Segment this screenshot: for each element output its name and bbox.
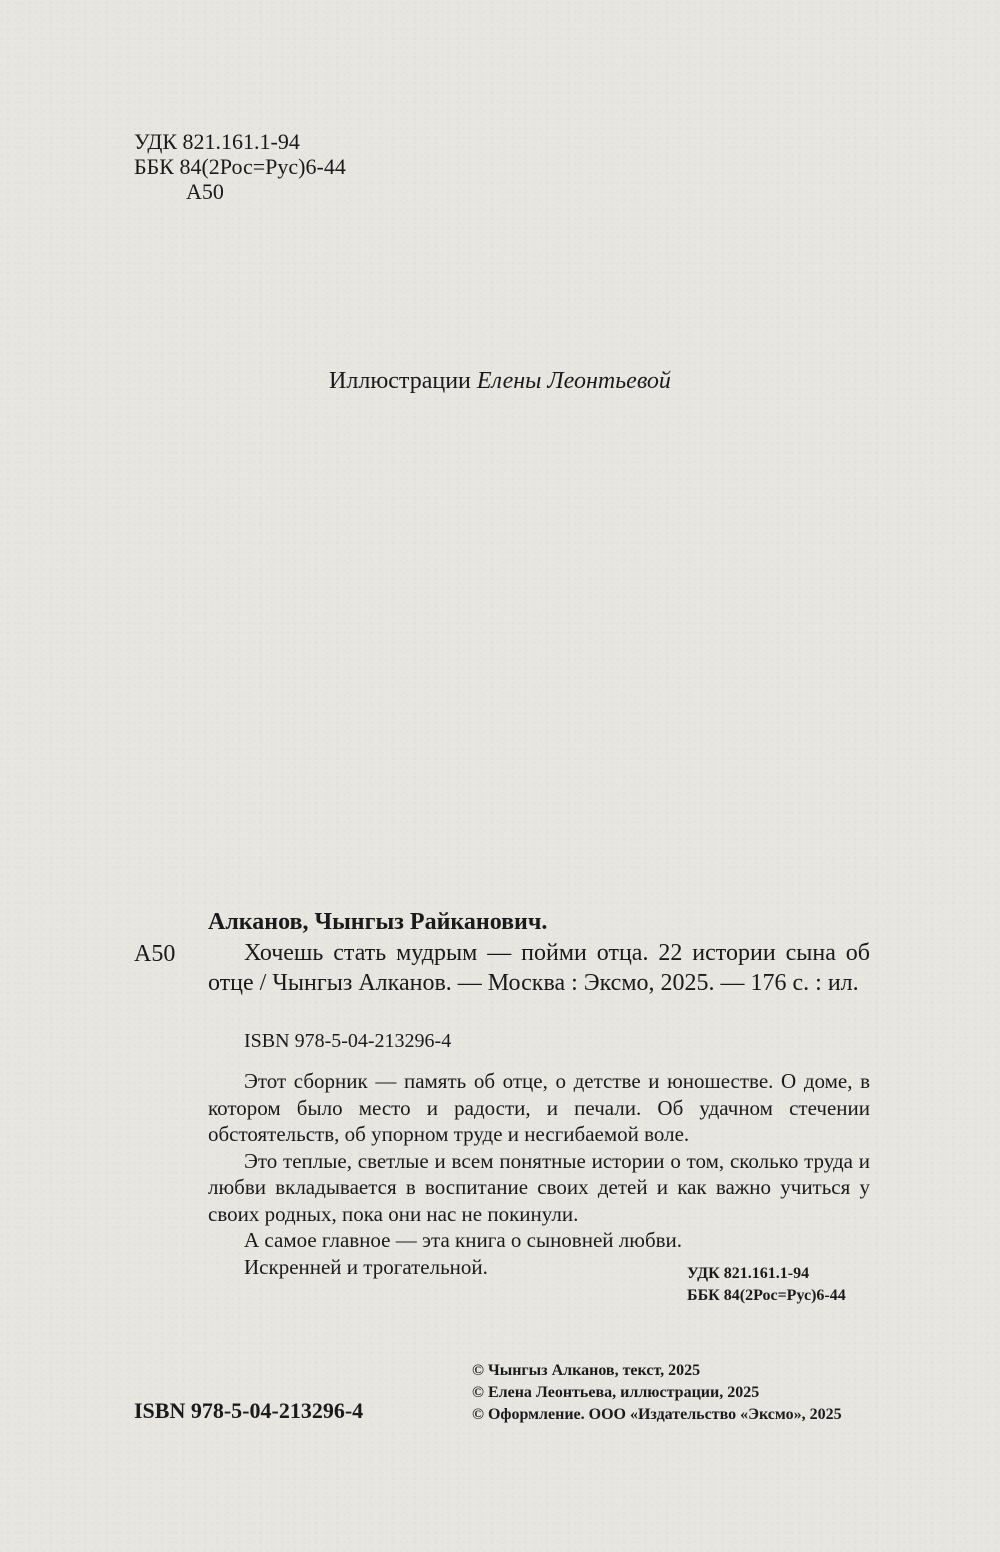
bibliographic-description: Хочешь стать мудрым — пойми отца. 22 истории сына об отце / Чынгыз Алканов. — Москва : Эксмо, 2025. — 176 с. : ил. xyxy=(208,940,870,996)
illustrations-credit xyxy=(0,368,1000,395)
annotation xyxy=(208,1068,870,1280)
copyright-line: © Оформление. ООО «Издательство «Эксмо», 2025 xyxy=(472,1406,842,1423)
udk-code-right: УДК 821.161.1-94 xyxy=(687,1265,810,1282)
annotation-paragraph: Этот сборник — память об отце, о детстве и юношестве. О доме, в котором было место и радости, и печали. Об удачном стечении обстоятельств, об упорном труде и несгибаемой воле. xyxy=(208,1069,870,1146)
isbn-record: ISBN 978-5-04-213296-4 xyxy=(244,1030,452,1052)
illustrations-prefix: Иллюстрации xyxy=(329,368,477,394)
isbn-footer: ISBN 978-5-04-213296-4 xyxy=(134,1398,364,1423)
author-sign-top: А50 xyxy=(186,179,224,204)
illustrator-name: Елены Леонтьевой xyxy=(476,368,671,394)
copyright-line: © Чынгыз Алканов, текст, 2025 xyxy=(472,1362,701,1379)
annotation-paragraph: Искренней и трогательной. xyxy=(244,1254,488,1279)
copyright-line: © Елена Леонтьева, иллюстрации, 2025 xyxy=(472,1384,760,1401)
author-heading: Алканов, Чынгыз Райканович. xyxy=(208,909,548,935)
annotation-paragraph: Это теплые, светлые и всем понятные истории о том, сколько труда и любви вкладывается в воспитание своих детей и как важно учиться у своих родных, пока они нас не покинули. xyxy=(208,1148,870,1226)
bbk-code-right: ББК 84(2Рос=Рус)6-44 xyxy=(687,1287,846,1304)
author-sign-bottom: А50 xyxy=(134,941,176,967)
udk-code-top: УДК 821.161.1-94 xyxy=(134,129,300,154)
annotation-paragraph: А самое главное — эта книга о сыновней любви. xyxy=(244,1228,683,1252)
bbk-code-top: ББК 84(2Рос=Рус)6-44 xyxy=(134,154,346,179)
